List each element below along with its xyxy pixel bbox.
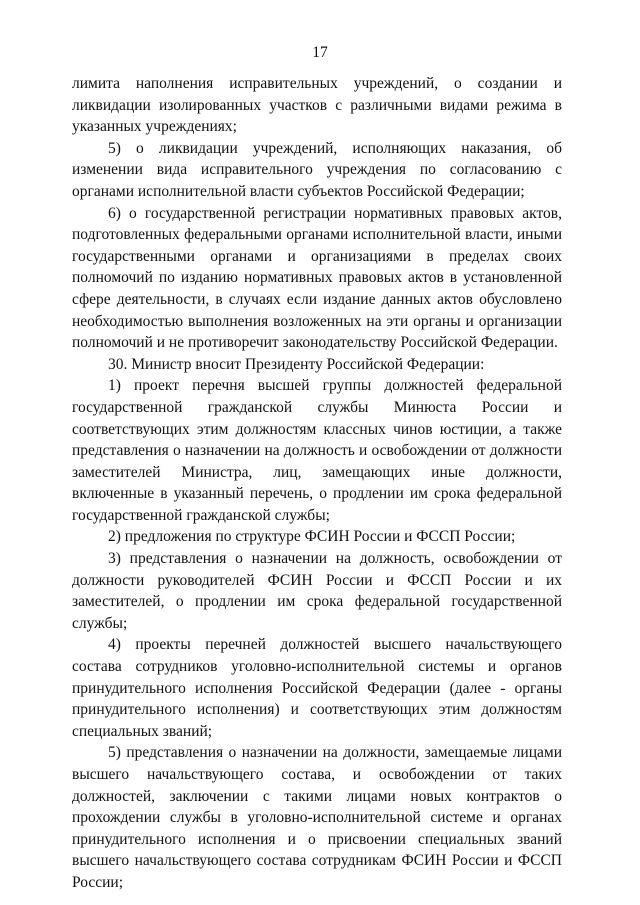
paragraph-item-4: 4) проекты перечней должностей высшего начальствующего состава сотрудников уголовно-исполнительной системы и органов принудительного исполнения Российской Федерации (далее - органы принудительного исполнения) и соответствующих этим должностям специальных званий; [72,636,562,740]
paragraph-item-1: 1) проект перечня высшей группы должностей федеральной государственной гражданской службы Минюста России и соответствующих этим должностям классных чинов юстиции, а также представления о назначении на должность и освобождении от должности заместителей Министра, лиц, замещающих иные должности, включенные в указанный перечень, о продлении им срока федеральной государственной гражданской службы; [72,377,562,524]
paragraph-continuation: лимита наполнения исправительных учреждений, о создании и ликвидации изолированных участков с различными видами режима в указанных учреждениях; [72,75,562,136]
paragraph-item-3: 3) представления о назначении на должность, освобождении от должности руководителей ФСИН России и ФССП России и их заместителей, о продлении им срока федеральной государственной службы; [72,550,562,632]
page-number: 17 [312,44,328,61]
paragraph-section-30: 30. Министр вносит Президенту Российской Федерации: [108,355,485,373]
paragraph-item-2: 2) предложения по структуре ФСИН России и ФССП России; [108,528,516,546]
paragraph-item-5: 5) о ликвидации учреждений, исполняющих наказания, об изменении вида исправительного учреждения по согласованию с органами исполнительной власти субъектов Российской Федерации; [72,139,562,200]
document-text [72,73,562,894]
paragraph-item-5-nominations: 5) представления о назначении на должности, замещаемые лицами высшего начальствующего состава, и освобождении от таких должностей, заключении с такими лицами новых контрактов о прохождении службы в уголовно-исполнительной системе и органах принудительного исполнения и о присвоении специальных званий высшего начальствующего состава сотрудникам ФСИН России и ФССП России; [72,744,562,891]
paragraph-item-6: 6) о государственной регистрации нормативных правовых актов, подготовленных федеральными органами исполнительной власти, иными государственными органами и организациями в пределах своих полномочий по изданию нормативных правовых актов в установленной сфере деятельности, в случаях если издание данных актов обусловлено необходимостью выполнения возложенных на эти органы и организации полномочий и не противоречит законодательству Российской Федерации. [72,204,562,352]
